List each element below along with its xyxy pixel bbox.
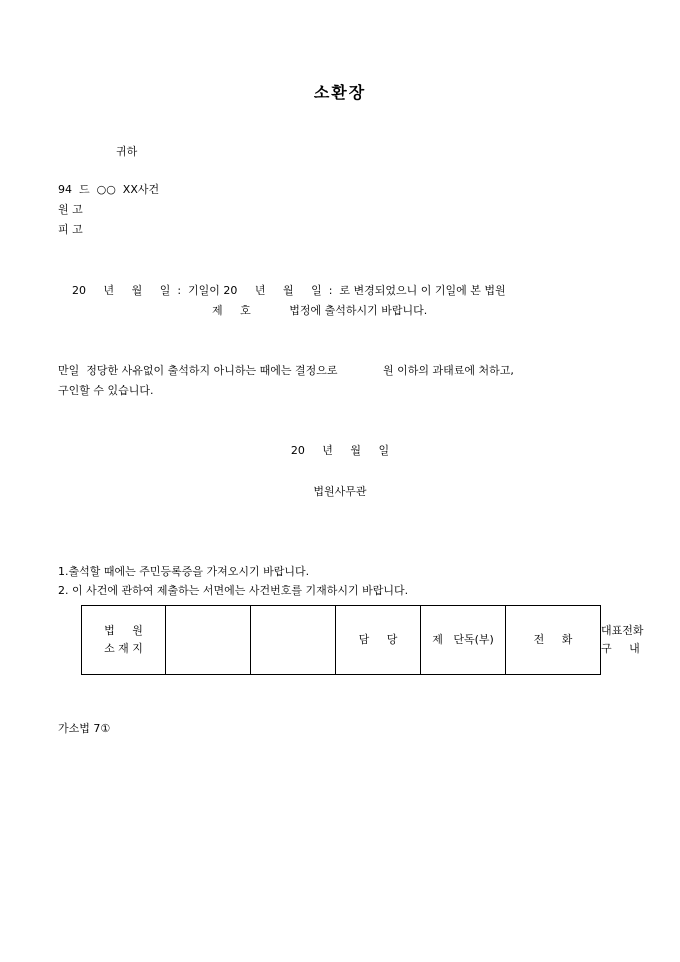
- document-title: 소환장: [313, 83, 367, 102]
- phone-label: 전 화: [506, 606, 601, 675]
- table-row: 법 원 소 재 지 담 당 제 단독(부) 전 화 대표전화 구 내: [82, 606, 601, 675]
- issue-date: 20 년 월 일: [290, 444, 390, 457]
- court-info-table: [81, 605, 644, 675]
- division-label: 제 단독(부): [421, 606, 506, 675]
- footer-statute: 가소법 7①: [58, 722, 111, 735]
- addressee: 귀하: [116, 145, 138, 158]
- blank-cell: [251, 606, 336, 675]
- defendant-label: 피 고: [58, 223, 83, 236]
- signer-title: 법원사무관: [313, 485, 367, 498]
- court-location-value: [166, 606, 251, 675]
- note-1: 1.출석할 때에는 주민등록증을 가져오시기 바랍니다.: [58, 565, 310, 578]
- note-2: 2. 이 사건에 관하여 제출하는 서면에는 사건번호를 기재하시기 바랍니다.: [58, 584, 409, 597]
- penalty-line-1: 만일 정당한 사유없이 출석하지 아니하는 때에는 결정으로 원 이하의 과태료에 처하고,: [58, 364, 514, 377]
- case-number: 94 드 ○○ XX사건: [58, 183, 160, 196]
- penalty-line-2: 구인할 수 있습니다.: [58, 384, 154, 397]
- in-charge-label: 담 당: [336, 606, 421, 675]
- plaintiff-label: 원 고: [58, 203, 83, 216]
- notice-line-1: 20 년 월 일 : 기일이 20 년 월 일 : 로 변경되었으니 이 기일에 본 법원: [72, 284, 506, 297]
- notice-line-2: 제 호 법정에 출석하시기 바랍니다.: [212, 304, 428, 317]
- court-location-label: 법 원 소 재 지: [82, 606, 166, 675]
